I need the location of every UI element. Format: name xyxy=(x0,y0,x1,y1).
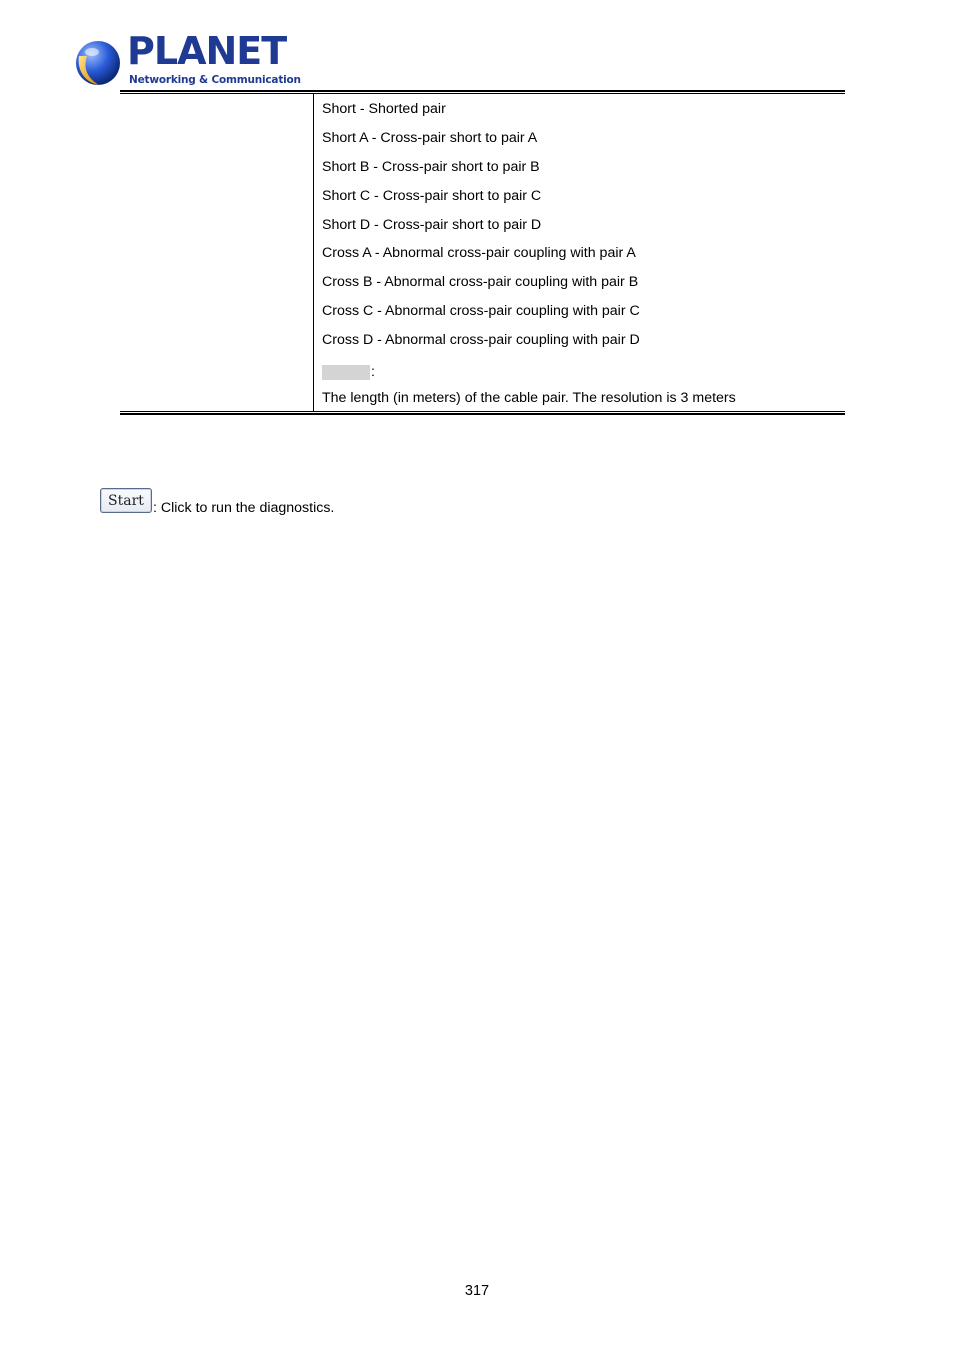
page-number: 317 xyxy=(464,1283,490,1299)
planet-logo xyxy=(73,29,301,90)
list-item: Cross C - Abnormal cross-pair coupling with pair C xyxy=(322,303,640,320)
table-column-divider xyxy=(313,94,314,412)
table-description-list xyxy=(322,98,842,416)
brand-name: PLANET xyxy=(127,29,287,73)
list-item: Short A - Cross-pair short to pair A xyxy=(322,129,538,146)
list-item: Cross B - Abnormal cross-pair coupling with pair B xyxy=(322,274,639,291)
list-item: Short B - Cross-pair short to pair B xyxy=(322,158,540,175)
table-top-rule-inner xyxy=(120,93,845,94)
globe-icon xyxy=(73,38,121,86)
redacted-label-box xyxy=(322,365,370,380)
length-label-colon: : xyxy=(371,364,375,381)
length-description: The length (in meters) of the cable pair. The resolution is 3 meters xyxy=(322,389,736,406)
length-label-row xyxy=(322,358,842,387)
brand-tagline: Networking & Communication xyxy=(129,74,301,86)
list-item: Short D - Cross-pair short to pair D xyxy=(322,216,542,233)
start-button[interactable]: Start xyxy=(100,488,152,513)
list-item: Short C - Cross-pair short to pair C xyxy=(322,187,542,204)
start-description: : Click to run the diagnostics. xyxy=(153,500,335,516)
list-item: Cross A - Abnormal cross-pair coupling with pair A xyxy=(322,245,636,262)
list-item: Cross D - Abnormal cross-pair coupling with pair D xyxy=(322,332,640,349)
table-top-rule xyxy=(120,90,845,92)
list-item: Short - Shorted pair xyxy=(322,101,446,117)
